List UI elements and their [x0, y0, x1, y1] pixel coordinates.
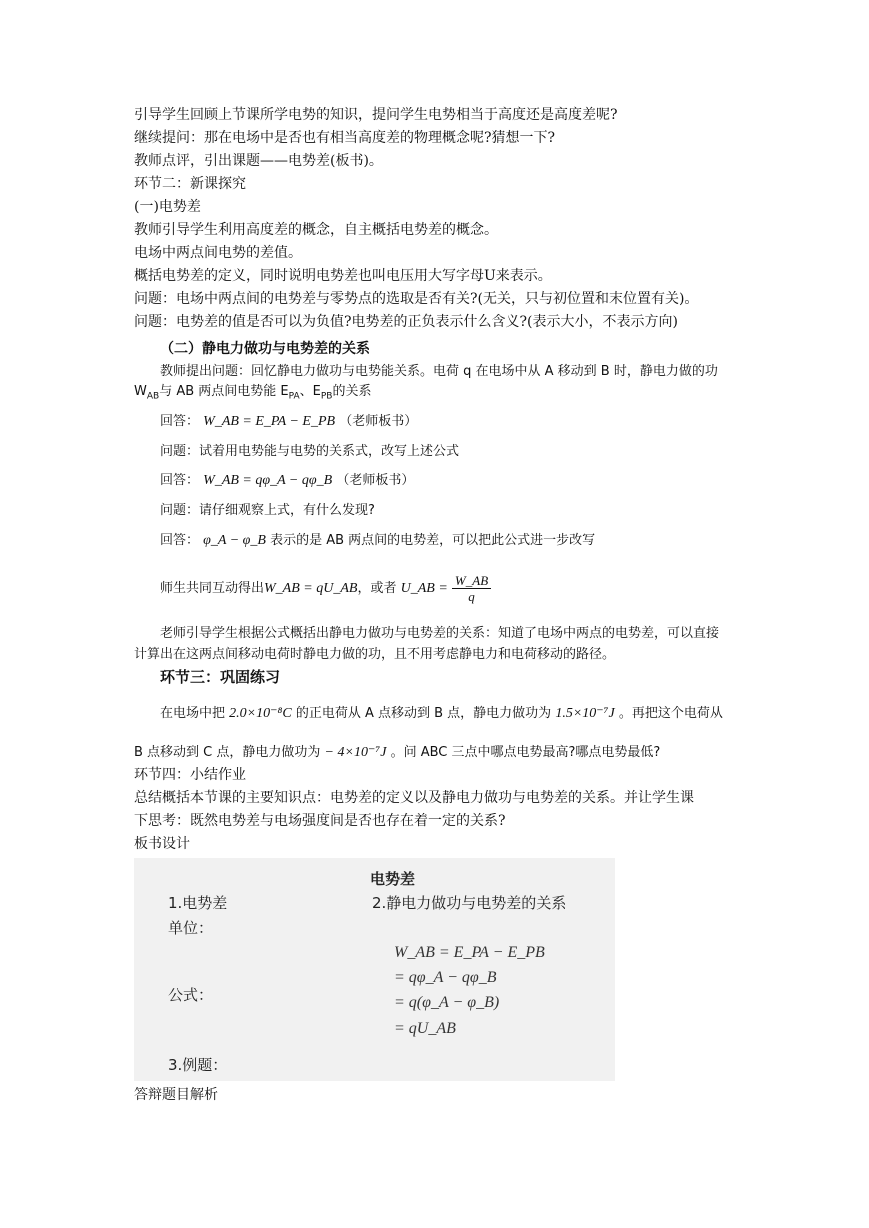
or-text: ，或者: [357, 581, 397, 596]
heading-summary-homework: 环节四：小结作业: [134, 767, 246, 783]
exercise-text: 在电场中把: [160, 706, 226, 721]
question-three: 问题：请仔细观察上式，有什么发现?: [160, 503, 375, 518]
board-item-relation: 2.静电力做功与电势差的关系: [372, 894, 567, 912]
work-symbol: W: [134, 384, 147, 399]
board-equation-3: = q(φ_A − φ_B): [394, 994, 500, 1011]
fraction-work-over-charge: [452, 573, 491, 604]
fraction-denominator: q: [468, 589, 475, 604]
answer-label: 回答：: [160, 414, 200, 429]
paragraph-question-negative: 问题：电势差的值是否可以为负值?电势差的正负表示什么含义?(表示大小，不表示方向): [134, 314, 678, 330]
paragraph-review-potential: 引导学生回顾上节课所学电势的知识，提问学生电势相当于高度还是高度差呢?: [134, 107, 618, 123]
text-fragment: 与 AB 两点间电势能 E: [159, 384, 289, 399]
answer-text: 表示的是 AB 两点间的电势差，可以把此公式进一步改写: [270, 533, 596, 548]
paragraph-teacher-question: 教师提出问题：回忆静电力做功与电势能关系。电荷 q 在电场中从 A 移动到 B 时，静电力做的功: [160, 364, 718, 379]
board-title: 电势差: [370, 870, 416, 888]
work-subscript: AB: [146, 391, 160, 402]
formula-potential-difference: φ_A − φ_B: [203, 533, 266, 548]
paragraph-summary-relation: 老师引导学生根据公式概括出静电力做功与电势差的关系：知道了电场中两点的电势差，可以直接: [160, 626, 720, 641]
work-value-bc: − 4×10⁻⁷J: [324, 745, 387, 760]
board-note: （老师板书）: [339, 414, 418, 429]
board-design-panel: [134, 858, 615, 1081]
text-separator: 、E: [299, 384, 321, 399]
formula-work-energy: W_AB = E_PA − E_PB: [203, 414, 336, 429]
board-item-example: 3.例题：: [168, 1056, 228, 1074]
paragraph-summary-cont: 下思考：既然电势差与电场强度间是否也存在着一定的关系?: [134, 813, 506, 829]
board-formula-label: 公式：: [168, 986, 214, 1004]
energy-subscript-a: PA: [288, 391, 300, 402]
exercise-text: 。再把这个电荷从: [618, 706, 723, 721]
paragraph-follow-up-question: 继续提问：那在电场中是否也有相当高度差的物理概念呢?猜想一下?: [134, 130, 556, 146]
board-equation-2: = qφ_A − qφ_B: [394, 969, 497, 986]
board-note: （老师板书）: [336, 473, 415, 488]
board-item-potential-difference: 1.电势差: [168, 894, 228, 912]
paragraph-define-voltage: 概括电势差的定义，同时说明电势差也叫电压用大写字母U来表示。: [134, 268, 552, 284]
paragraph-guide-concept: 教师引导学生利用高度差的概念，自主概括电势差的概念。: [134, 222, 498, 238]
board-equation-4: = qU_AB: [394, 1020, 456, 1037]
footer-text: 答辩题目解析: [134, 1087, 218, 1103]
formula-work-voltage: W_AB = qU_AB: [264, 581, 358, 596]
paragraph-teacher-comment: 教师点评，引出课题——电势差(板书)。: [134, 153, 383, 169]
exercise-text: 。问 ABC 三点中哪点电势最高?哪点电势最低?: [390, 745, 661, 760]
answer-three: [160, 531, 595, 551]
derived-formula-line: [160, 572, 491, 606]
heading-practice: 环节三：巩固练习: [160, 668, 281, 686]
formula-work-potential: W_AB = qφ_A − qφ_B: [203, 473, 333, 488]
paragraph-summary-relation-cont: 计算出在这两点间移动电荷时静电力做的功，且不用考虑静电力和电荷移动的路径。: [134, 647, 616, 662]
heading-subsection-one: (一)电势差: [134, 199, 201, 215]
fraction-numerator: W_AB: [452, 573, 491, 589]
exercise-line-two: [134, 743, 660, 763]
answer-label: 回答：: [160, 473, 200, 488]
work-value-ab: 1.5×10⁻⁷J: [555, 706, 615, 721]
board-unit-label: 单位：: [168, 919, 214, 937]
answer-label: 回答：: [160, 533, 200, 548]
formula-voltage-lhs: U_AB =: [400, 581, 448, 596]
heading-section-two: 环节二：新课探究: [134, 176, 246, 192]
answer-one: [160, 412, 417, 432]
energy-subscript-b: PB: [320, 391, 333, 402]
question-two: 问题：试着用电势能与电势的关系式，改写上述公式: [160, 444, 460, 459]
heading-work-voltage-relation: （二）静电力做功与电势差的关系: [160, 341, 370, 357]
answer-two: [160, 471, 414, 491]
text-fragment-end: 的关系: [332, 384, 372, 399]
derived-text: 师生共同互动得出: [160, 581, 265, 596]
paragraph-summary: 总结概括本节课的主要知识点：电势差的定义以及静电力做功与电势差的关系。并让学生课: [134, 790, 694, 806]
charge-value: 2.0×10⁻⁸C: [229, 706, 292, 721]
board-design-label: 板书设计: [134, 836, 190, 852]
exercise-text: 的正电荷从 A 点移动到 B 点，静电力做功为: [295, 706, 552, 721]
board-equation-1: W_AB = E_PA − E_PB: [394, 944, 545, 961]
paragraph-definition: 电场中两点间电势的差值。: [134, 245, 302, 261]
exercise-line-one: [160, 704, 723, 724]
exercise-text: B 点移动到 C 点，静电力做功为: [134, 745, 321, 760]
paragraph-question-zero-point: 问题：电场中两点间的电势差与零势点的选取是否有关?(无关，只与初位置和末位置有关)。: [134, 291, 699, 307]
paragraph-teacher-question-cont: [134, 382, 372, 407]
